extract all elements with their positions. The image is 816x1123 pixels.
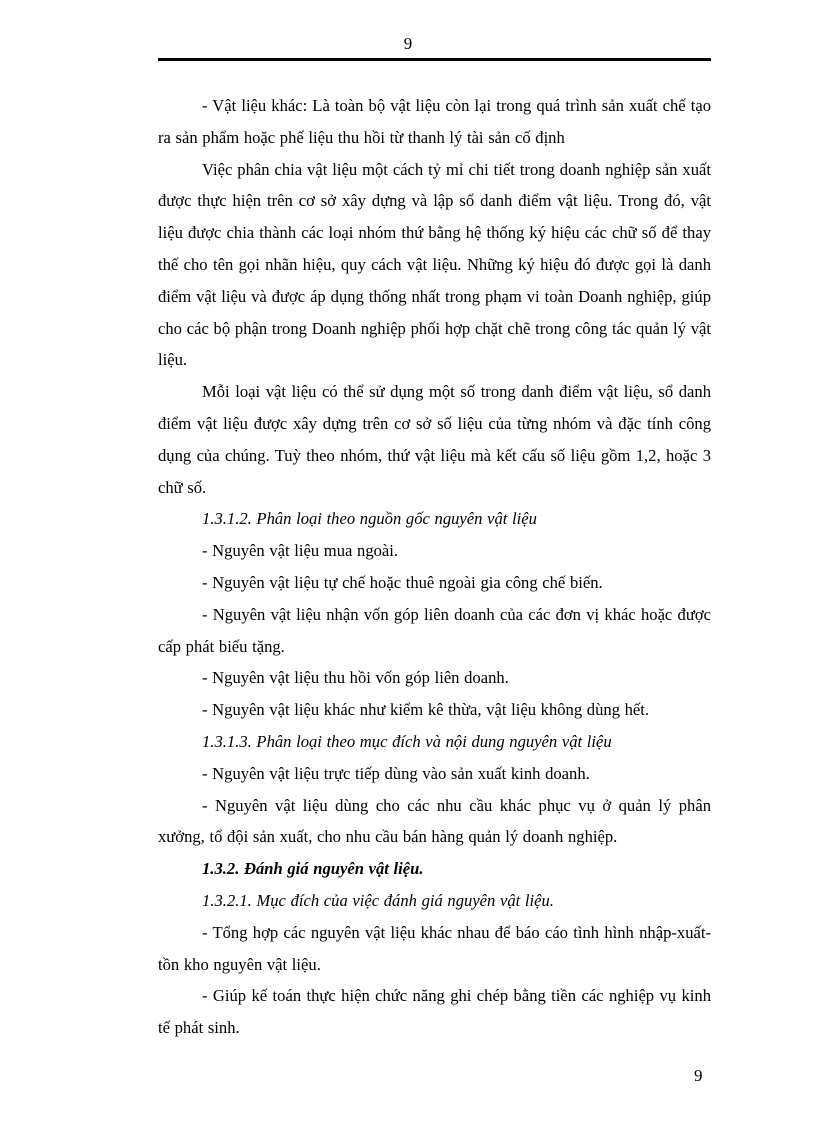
list-item: - Nguyên vật liệu tự chế hoặc thuê ngoài gia công chế biến. — [202, 572, 603, 592]
list-item: - Nguyên vật liệu thu hồi vốn góp liên doanh. — [202, 668, 509, 688]
list-item: - Nguyên vật liệu mua ngoài. — [202, 541, 399, 561]
list-item: - Giúp kế toán thực hiện chức năng ghi chép bằng tiền các nghiệp vụ kinh tế phát sinh. — [158, 986, 711, 1038]
paragraph: - Vật liệu khác: Là toàn bộ vật liệu còn lại trong quá trình sản xuất chế tạo ra sản phẩm hoặc phế liệu thu hồi từ thanh lý tài sản cố định — [158, 96, 711, 147]
paragraph: Việc phân chia vật liệu một cách tỷ mỉ chi tiết trong doanh nghiệp sản xuất được thực hiện trên cơ sở xây dựng và lập sổ danh điểm vật liệu. Trong đó, vật liệu được chia thành các loại nhóm thứ bằng hệ thống ký hiệu các chữ số để thay thế cho tên gọi nhãn hiệu, quy cách vật liệu. Những ký hiệu đó được gọi là danh điểm vật liệu và được áp dụng thống nhất trong phạm vi toàn Doanh nghiệp, giúp cho các bộ phận trong Doanh nghiệp phối hợp chặt chẽ trong công tác quản lý vật liệu. — [158, 159, 711, 370]
list-item: - Nguyên vật liệu nhận vốn góp liên doanh của các đơn vị khác hoặc được cấp phát biếu tặng. — [158, 604, 711, 656]
header-rule — [158, 58, 711, 61]
list-item: - Tổng hợp các nguyên vật liệu khác nhau để báo cáo tình hình nhập-xuất- tồn kho nguyên vật liệu. — [158, 922, 711, 974]
subsection-heading: 1.3.1.3. Phân loại theo mục đích và nội dung nguyên vật liệu — [202, 731, 612, 751]
header-page-number: 9 — [403, 34, 413, 53]
page-body — [158, 90, 711, 1044]
section-heading: 1.3.2. Đánh giá nguyên vật liệu. — [202, 859, 424, 879]
subsection-heading: 1.3.2.1. Mục đích của việc đánh giá nguyên vật liệu. — [202, 890, 554, 910]
list-item: - Nguyên vật liệu trực tiếp dùng vào sản xuất kinh doanh. — [202, 763, 590, 783]
footer-page-number: 9 — [694, 1066, 703, 1085]
list-item: - Nguyên vật liệu khác như kiểm kê thừa, vật liệu không dùng hết. — [202, 700, 650, 720]
paragraph: Mỗi loại vật liệu có thể sử dụng một số trong danh điểm vật liệu, sổ danh điểm vật liệu được xây dựng trên cơ sở số liệu của từng nhóm và đặc tính công dụng của chúng. Tuỳ theo nhóm, thứ vật liệu mà kết cấu số liệu gồm 1,2, hoặc 3 chữ số. — [158, 382, 711, 497]
list-item: - Nguyên vật liệu dùng cho các nhu cầu khác phục vụ ở quản lý phân xưởng, tổ đội sản xuất, cho nhu cầu bán hàng quản lý doanh nghiệp. — [158, 795, 711, 847]
subsection-heading: 1.3.1.2. Phân loại theo nguồn gốc nguyên vật liệu — [202, 509, 537, 529]
